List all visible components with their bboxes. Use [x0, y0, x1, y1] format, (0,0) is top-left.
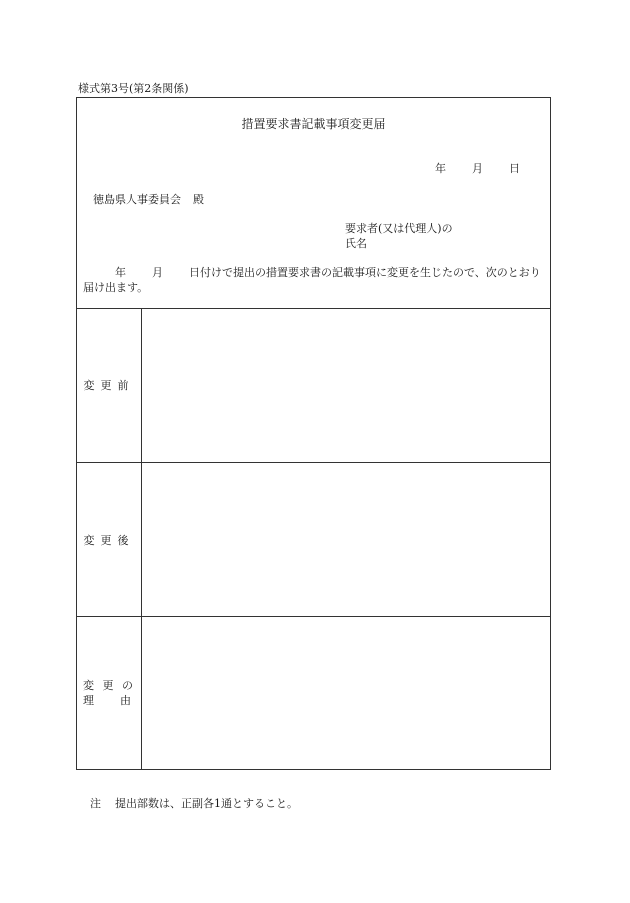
field-after-change[interactable] [142, 463, 550, 616]
statement-month: 月 [152, 266, 163, 279]
statement-text [83, 265, 546, 295]
field-change-reason[interactable] [142, 617, 550, 769]
statement-year: 年 [115, 266, 126, 279]
date-day-label: 日 [509, 162, 520, 175]
reason-label-char: 由 [120, 694, 131, 707]
row-after-change [77, 463, 550, 617]
footnote-prefix: 注 [90, 797, 101, 810]
form-title: 措置要求書記載事項変更届 [241, 117, 386, 131]
form-number-label: 様式第3号(第2条関係) [78, 82, 189, 95]
row-before-change [77, 308, 550, 463]
date-fields [435, 160, 520, 176]
reason-label-char: 理 [83, 694, 94, 707]
field-before-change[interactable] [142, 308, 550, 462]
row-label-after: 変更後 [77, 463, 142, 616]
footnote [90, 795, 298, 811]
statement-body: 日付けで提出の措置要求書の記載事項に変更を生じたので、次のとおり届け出ます。 [83, 266, 541, 294]
row-change-reason [77, 617, 550, 769]
addressee-name: 徳島県人事委員会 [93, 193, 181, 206]
reason-label-char: 変 [83, 679, 94, 692]
addressee-honorific: 殿 [193, 193, 204, 206]
notification-form [76, 97, 551, 770]
row-label-reason [77, 617, 142, 769]
date-month-label: 月 [472, 162, 483, 175]
reason-label-char: 更 [102, 679, 114, 692]
date-year-label: 年 [435, 162, 446, 175]
requester-label: 要求者(又は代理人)の [345, 222, 453, 235]
row-label-before: 変更前 [77, 308, 142, 462]
footnote-text: 提出部数は、正副各1通とすること。 [115, 797, 298, 810]
reason-label-char: の [122, 679, 133, 692]
addressee [93, 191, 204, 207]
requester-name-label: 氏名 [345, 237, 367, 250]
form-header [77, 98, 550, 309]
requester-block [345, 221, 453, 251]
